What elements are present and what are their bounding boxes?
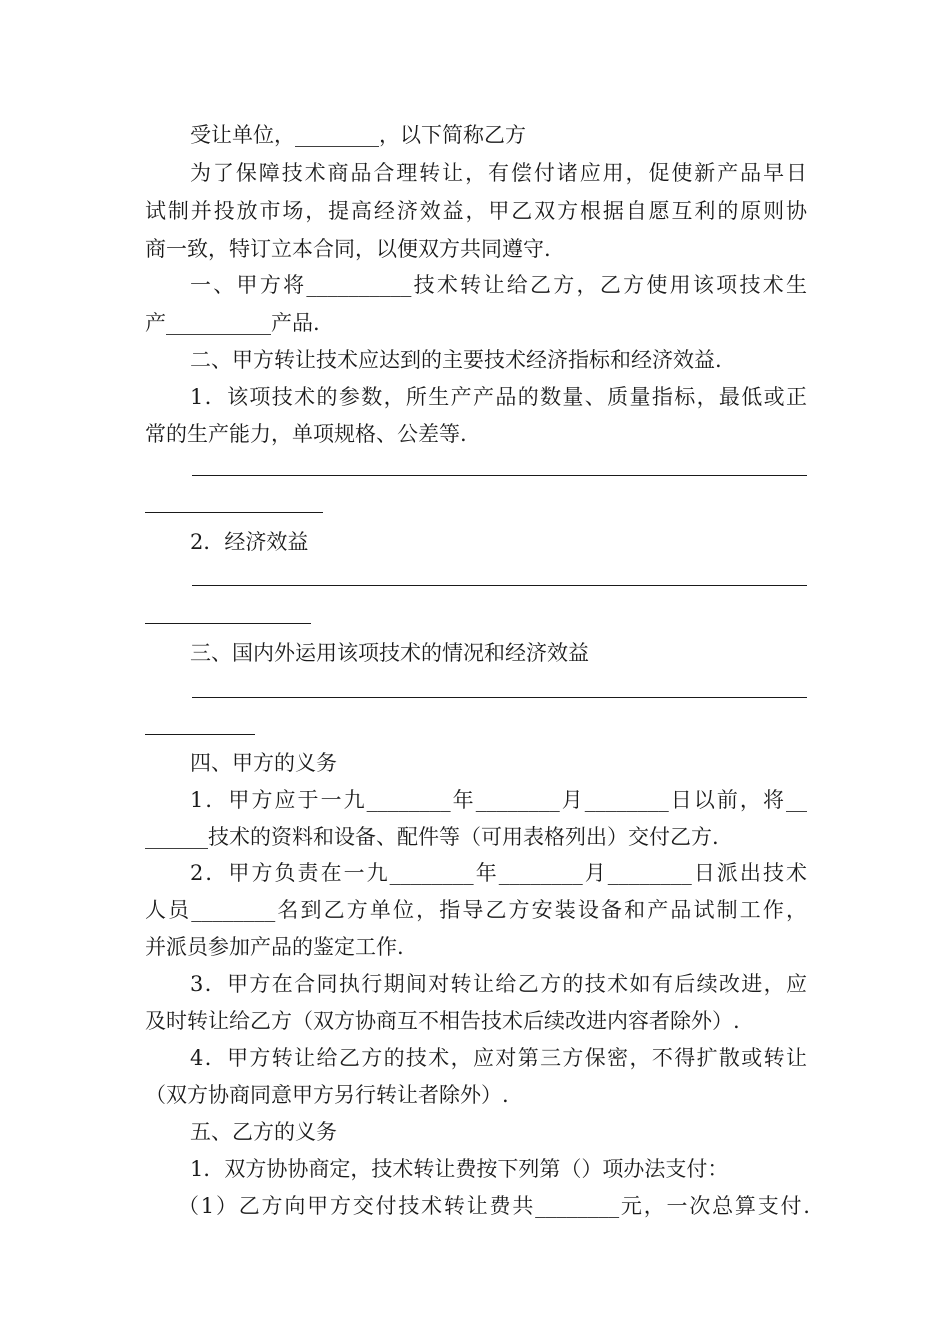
clause-4-item-3-line-2: 及时转让给乙方（双方协商互不相告技术后续改进内容者除外）. <box>145 1009 740 1033</box>
clause-5-item-1: 1．双方协协商定，技术转让费按下列第（）项办法支付： <box>190 1157 729 1181</box>
clause-5-option-1: （1）乙方向甲方交付技术转让费共________元，一次总算支付. <box>178 1194 810 1218</box>
clause-2-item-2: 2．经济效益 <box>190 530 309 554</box>
clause-2-item-1-line-2: 常的生产能力，单项规格、公差等. <box>145 422 467 446</box>
clause-3-heading: 三、国内外运用该项技术的情况和经济效益 <box>190 641 589 665</box>
clause-4-item-2-line-2: 人员________名到乙方单位，指导乙方安装设备和产品试制工作， <box>145 898 807 922</box>
clause-4-item-3-line-1: 3．甲方在合同执行期间对转让给乙方的技术如有后续改进，应 <box>190 972 807 996</box>
blank-fill-line <box>192 585 807 586</box>
clause-2-item-1-line-1: 1．该项技术的参数，所生产产品的数量、质量指标，最低或正 <box>190 385 807 409</box>
transferee-line: 受让单位，________，以下简称乙方 <box>190 123 526 147</box>
clause-4-item-1-line-1: 1．甲方应于一九________年________月________日以前，将__ <box>190 788 807 812</box>
blank-fill-line <box>145 623 311 624</box>
clause-1-line-1: 一、甲方将__________技术转让给乙方，乙方使用该项技术生 <box>190 273 807 297</box>
blank-fill-line <box>145 734 255 735</box>
clause-4-item-4-line-1: 4．甲方转让给乙方的技术，应对第三方保密，不得扩散或转让 <box>190 1046 807 1070</box>
blank-fill-line <box>145 512 323 513</box>
clause-4-heading: 四、甲方的义务 <box>190 751 337 775</box>
clause-4-item-2-line-1: 2．甲方负责在一九________年________月________日派出技术 <box>190 861 807 885</box>
clause-4-item-4-line-2: （双方协商同意甲方另行转让者除外）. <box>145 1083 509 1107</box>
clause-2-heading: 二、甲方转让技术应达到的主要技术经济指标和经济效益. <box>190 348 722 372</box>
blank-fill-line <box>192 697 807 698</box>
preamble-line-1: 为了保障技术商品合理转让，有偿付诸应用，促使新产品早日 <box>190 161 807 185</box>
clause-1-line-2: 产__________产品. <box>145 311 320 335</box>
clause-4-item-1-line-2: ______技术的资料和设备、配件等（可用表格列出）交付乙方. <box>145 825 719 849</box>
preamble-line-2: 试制并投放市场，提高经济效益，甲乙双方根据自愿互利的原则协 <box>145 199 807 223</box>
clause-5-heading: 五、乙方的义务 <box>190 1120 337 1144</box>
clause-4-item-2-line-3: 并派员参加产品的鉴定工作. <box>145 935 404 959</box>
blank-fill-line <box>192 475 807 476</box>
preamble-line-3: 商一致，特订立本合同，以便双方共同遵守. <box>145 237 551 261</box>
